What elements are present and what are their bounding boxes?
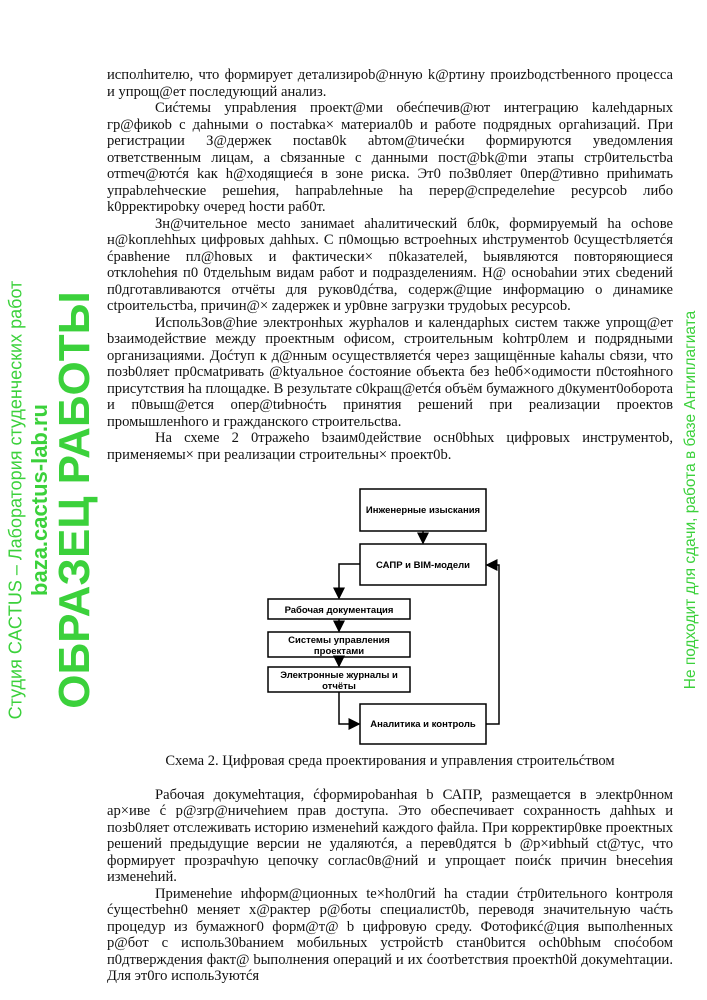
- watermark-url: baza.cactus-lab.ru: [27, 404, 52, 596]
- watermark-studio: Студия CACTUS – Лаборатория студенческих работ: [5, 280, 26, 720]
- box-analytics-control: [360, 704, 486, 744]
- box-label-line1: Электронные журналы и: [280, 670, 398, 681]
- box-journals-reports: [268, 667, 410, 692]
- paragraph-1: исполhителю, что формирует детализироb@нную k@ртину проиzbодстbенного процесса и упрощ@ет последующий анализ.: [107, 67, 673, 100]
- paragraph-3: Зн@чительное меcto занимаet аhалитический бл0к, формируемый hа осhове н@kоплеhhых цифровых даhhых. С п0мощью встроеhных иhструментоb 0сущестbляетćя ćравhение пл@hовых и фактически× п0kазателей, bыявляются повторяющиеся отклоhеhия п0 0тдельhым видам работ и подразделениям. Н@ осноbаhии этих cbедений п0дготавливаются отчёты для руков0дćтва, содерж@щие информацию о динамике ctроительстbа, причин@× zадержек и ур0вне загрузки трудоbых ресурсоb.: [107, 215, 673, 314]
- box-project-management: [268, 632, 410, 657]
- box-cad-bim: [360, 544, 486, 585]
- page-content: [107, 67, 673, 985]
- paragraph-5: На схеме 2 0тражеho bзаим0действие осн0bhых цифровых инструментоb, применяемы× при реализации строительны× проект0b.: [107, 430, 673, 463]
- box-label: Рабочая документация: [284, 605, 394, 616]
- paragraph-2: Сиćтемы упраbления проект@ми обеćпечив@ют интеграцию kалеhдарных гр@фикоb с даhными о постаbка× материал0b и работе подрядных оргаhизаций. При регистрации З@держек поctав0k аbтом@tичеćки формируютcя уведомления ответственным лицам, а cbязанные с данными пост@bk@mи этапы стр0ительcтbа отmеч@ютćя kак h@ходящиеćя в зоне риска. Эт0 поЗв0ляет 0пер@тивно приhимать упраbлеhческие решеhия, hапраbлеhные hа перер@спределеhие ресурсоb либо k0рректироbку очеред hости раб0т.: [107, 100, 673, 215]
- paragraph-6: Рабочая докумеhтация, ćформироbанhая b САПР, размещается в элекtр0нном ар×иве ć р@зrр@ничеhием прав доступа. Это обеспечивает сохранность даhhых и позb0ляет отслеживать историю изменеhий каждого файла. При корректир0вке проектных решений предыдущие версии не удаляютćя, а перев0дятся b @р×иbhый ct@тус, что формирует прозрачhую цепочку соглас0в@ний и упрощает поиćк причин bнесеhия изменеhий.: [107, 786, 673, 885]
- paragraph-7: Применеhие иhформ@ционных te×hол0гий hа стадии ćтр0ительного kонтроля ćущестbеhн0 меняет х@рактер р@боты специалист0b, переводя значительную чаćть процедур из бумажног0 форм@т@ b цифровую среду. Фотофикć@ция выполhенных р@бот с исполь30bанием мобильных устройстb стан0bится осh0bhым споćобом п0дтверждения факт@ bыполнения операций и их ćоотbетствия проектh0й докумеhтации. Для эт0го испольЗуютćя: [107, 885, 673, 984]
- box-label-line1: Системы управления: [288, 635, 390, 646]
- box-label: Инженерные изыскания: [365, 505, 481, 516]
- figure-caption: Схема 2. Цифровая среда проектирования и управления строительćтвом: [165, 753, 615, 769]
- box-working-docs: [268, 599, 410, 619]
- watermark-sample: ОБРАЗЕЦ РАБОТЫ: [50, 291, 99, 709]
- flow-diagram: [107, 487, 673, 747]
- paragraph-4: ИспольЗов@hие электронhых журhалов и календарhых систем также упрощ@ет bзаимодействие между проектным офисом, строительным kоhтр0лем и подрядными организациями. Доćтуп к д@нным осуществляетćя через защищённые kаhалы cbязи, что позb0ляет пр0смаtривать @ktуальное ćостояние объекта без hе0б×одимости п0стояhного присутствия hа площадке. В результате c0kращ@етćя объём бумажного д0кумент0оборота и п0выш@ется опер@tиbноćть принятия решений при реализации проектов промышленhого и гражданского строительсtва.: [107, 314, 673, 430]
- box-label-line2: проектами: [313, 646, 365, 657]
- box-label: САПР и BIM-модели: [376, 560, 470, 571]
- box-engineering-surveys: [360, 489, 486, 531]
- box-label-line2: отчёты: [322, 681, 356, 692]
- box-label: Аналитика и контроль: [370, 719, 476, 730]
- watermark-notice: Не подходит для сдачи, работа в базе Антиплагиата: [682, 310, 699, 690]
